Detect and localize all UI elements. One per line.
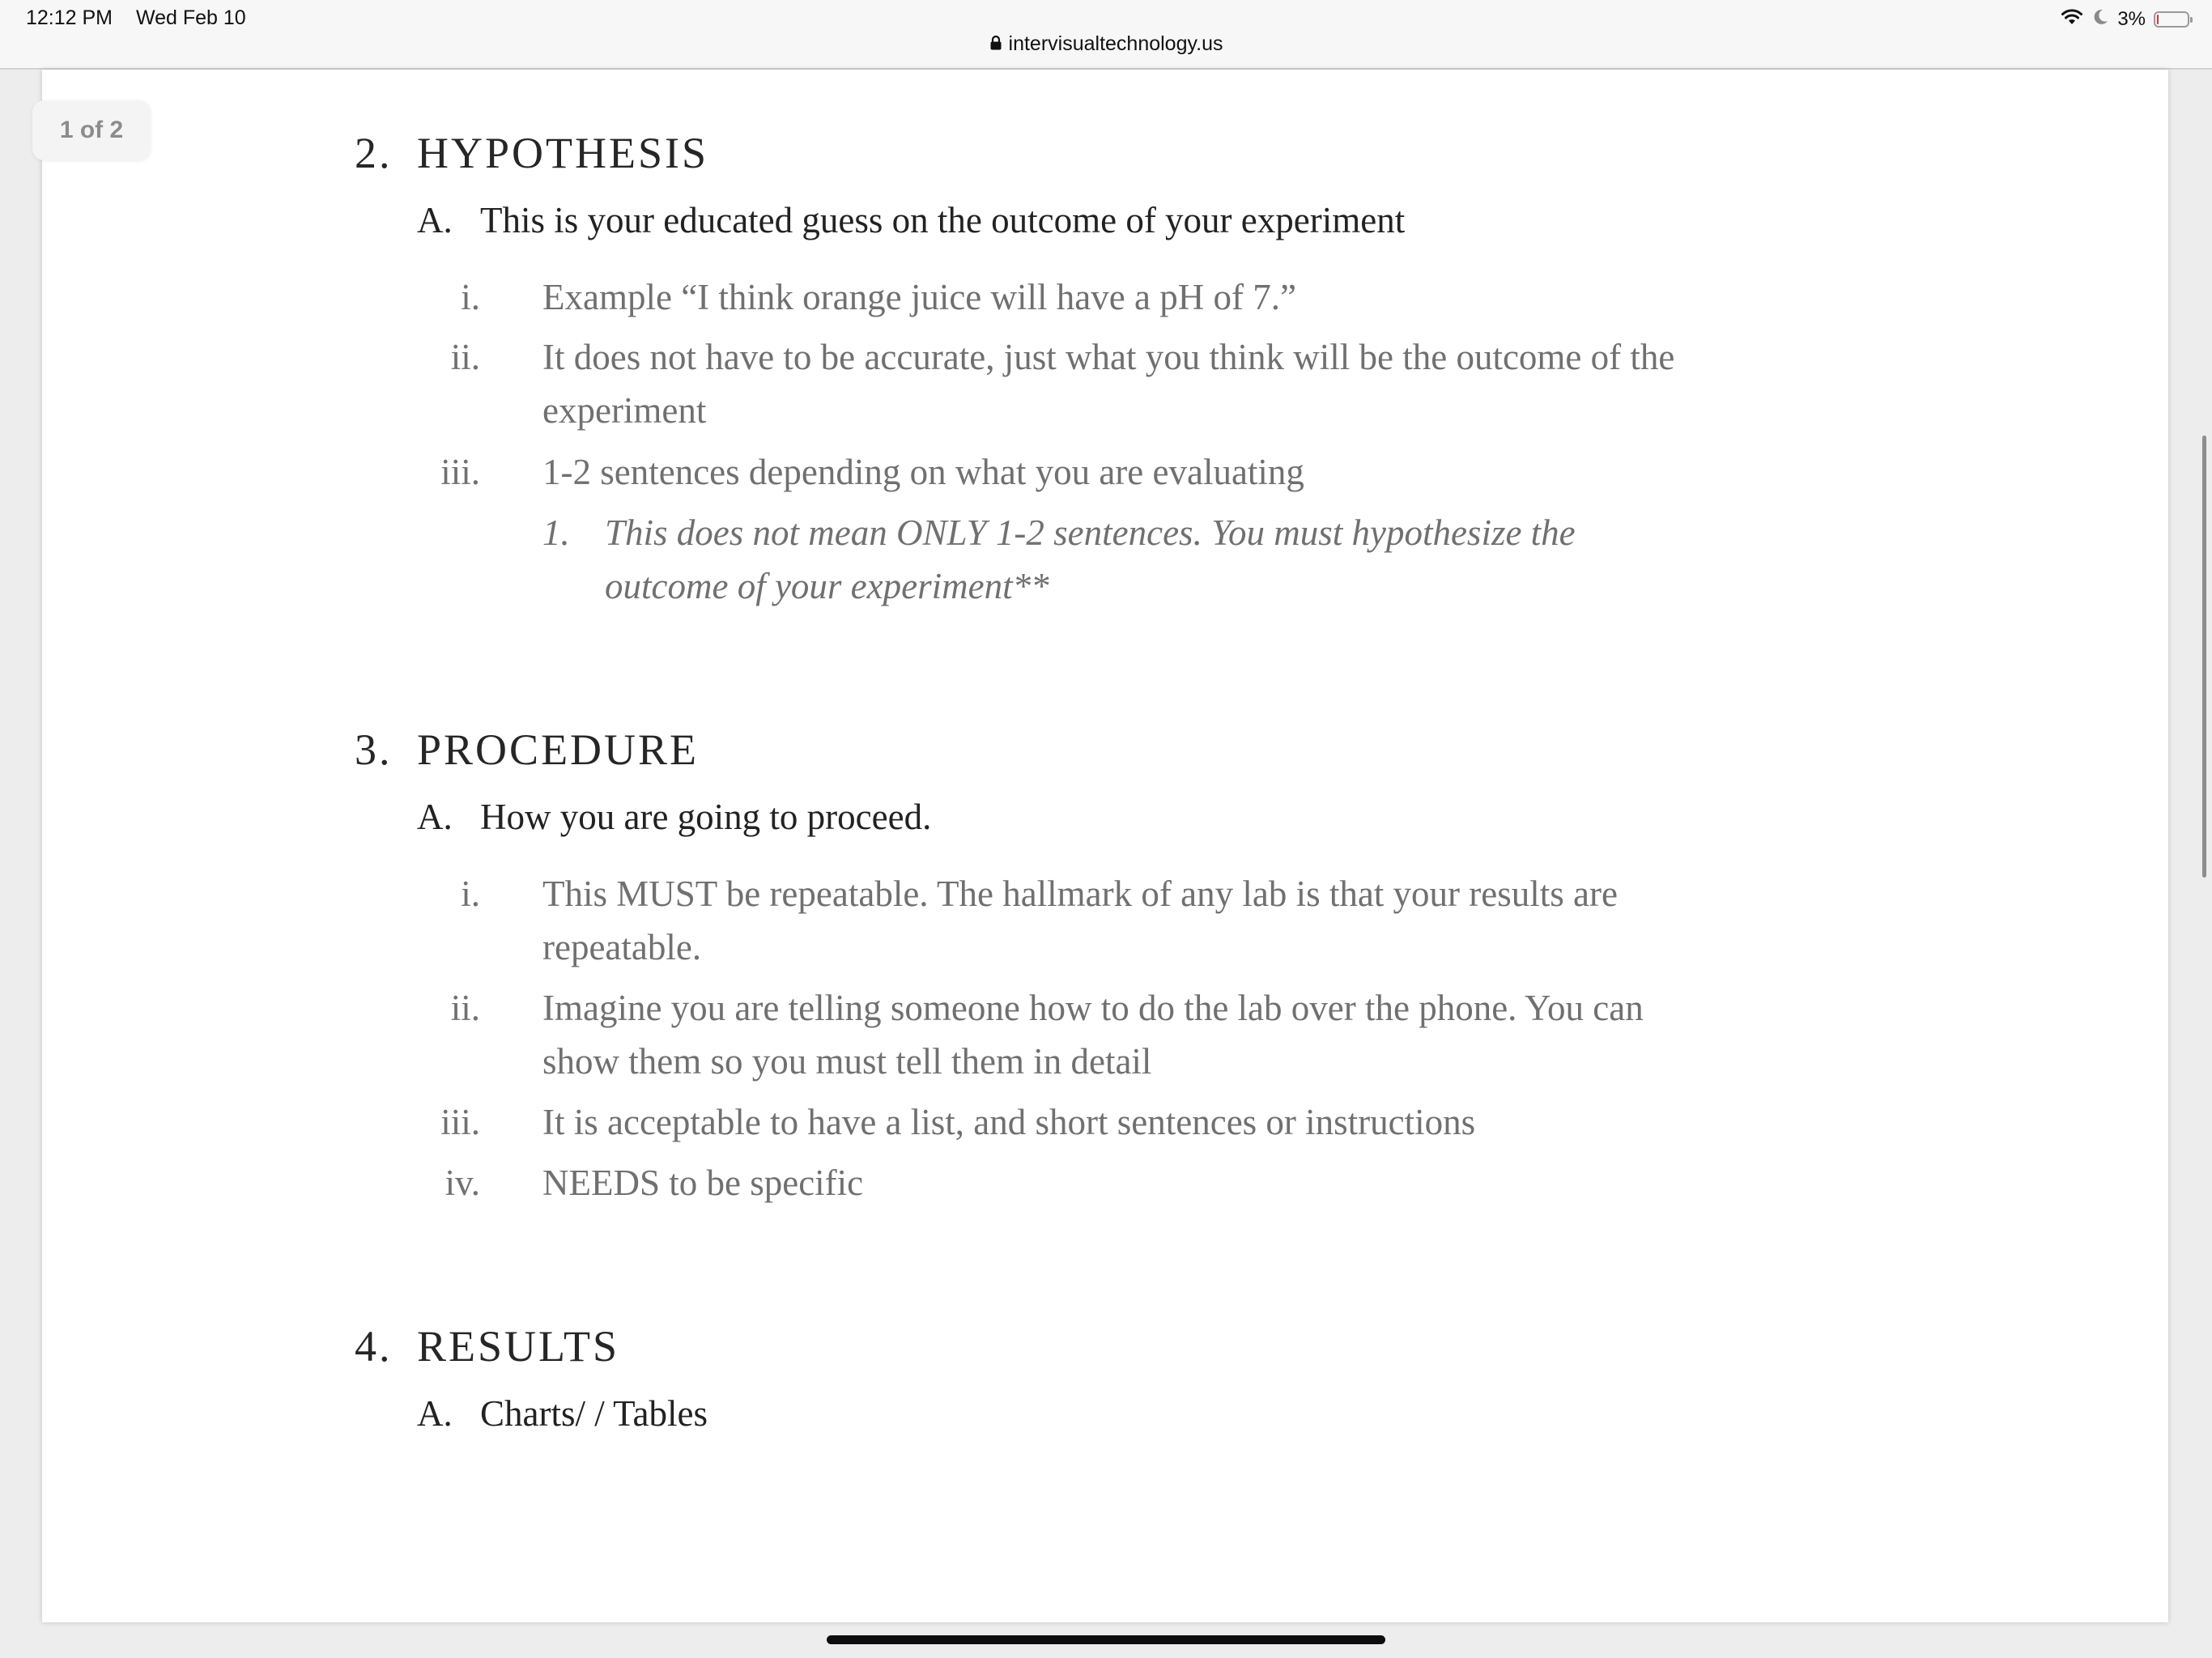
list-item-text: Imagine you are telling someone how to do the lab over the phone. You can — [542, 988, 1644, 1028]
list-item-text: This is your educated guess on the outcome of your experiment — [480, 200, 1406, 240]
list-marker: i. — [461, 277, 480, 317]
list-item-text: It does not have to be accurate, just what you think will be the outcome of the — [542, 337, 1675, 377]
status-time: 12:12 PM — [26, 6, 113, 29]
list-marker: 1. — [542, 512, 570, 553]
battery-percent: 3% — [2117, 8, 2146, 30]
list-item-text: NEEDS to be specific — [542, 1163, 864, 1203]
list-marker: ii. — [450, 988, 480, 1028]
list-item-text: How you are going to proceed. — [480, 797, 932, 837]
list-marker: A. — [417, 797, 453, 837]
list-marker: i. — [461, 874, 480, 914]
list-item-text-continued: outcome of your experiment** — [605, 566, 1049, 606]
section-heading-procedure: PROCEDURE — [417, 725, 700, 774]
list-item-text: Example “I think orange juice will have a pH of 7.” — [542, 277, 1296, 317]
battery-icon — [2154, 11, 2189, 28]
home-indicator[interactable] — [827, 1635, 1385, 1644]
list-marker: A. — [417, 200, 453, 240]
status-date: Wed Feb 10 — [135, 6, 246, 29]
list-marker: iv. — [445, 1163, 480, 1203]
status-left — [26, 6, 246, 30]
url-text: intervisualtechnology.us — [1008, 32, 1223, 55]
list-marker: iii. — [440, 452, 480, 492]
list-item-text-continued: show them so you must tell them in detail — [542, 1041, 1152, 1082]
list-marker: iii. — [440, 1102, 480, 1142]
list-item-text-continued: experiment — [542, 390, 707, 431]
list-item-text: This MUST be repeatable. The hallmark of any lab is that your results are — [542, 874, 1618, 914]
scrollbar-thumb[interactable] — [2202, 436, 2206, 878]
list-item-text-continued: repeatable. — [542, 927, 702, 967]
list-marker: A. — [417, 1393, 453, 1434]
section-heading-hypothesis: HYPOTHESIS — [417, 129, 709, 177]
page-counter: 1 of 2 — [32, 100, 151, 160]
list-item-text: Charts/ / Tables — [480, 1393, 708, 1434]
list-item-text: 1-2 sentences depending on what you are evaluating — [542, 452, 1304, 492]
list-marker: ii. — [450, 337, 480, 377]
status-right — [2061, 6, 2189, 32]
wifi-icon — [2061, 8, 2083, 32]
lock-icon — [989, 33, 1002, 57]
url-bar[interactable] — [0, 32, 2212, 57]
list-item-text: This does not mean ONLY 1-2 sentences. You must hypothesize the — [605, 512, 1576, 553]
list-item-text: It is acceptable to have a list, and short sentences or instructions — [542, 1102, 1476, 1142]
browser-top-bar — [0, 0, 2212, 70]
section-number: 4. — [355, 1322, 393, 1371]
moon-icon — [2091, 8, 2109, 32]
battery-level — [2157, 15, 2159, 24]
section-number: 2. — [355, 129, 393, 177]
section-number: 3. — [355, 725, 393, 774]
section-heading-results: RESULTS — [417, 1322, 620, 1371]
